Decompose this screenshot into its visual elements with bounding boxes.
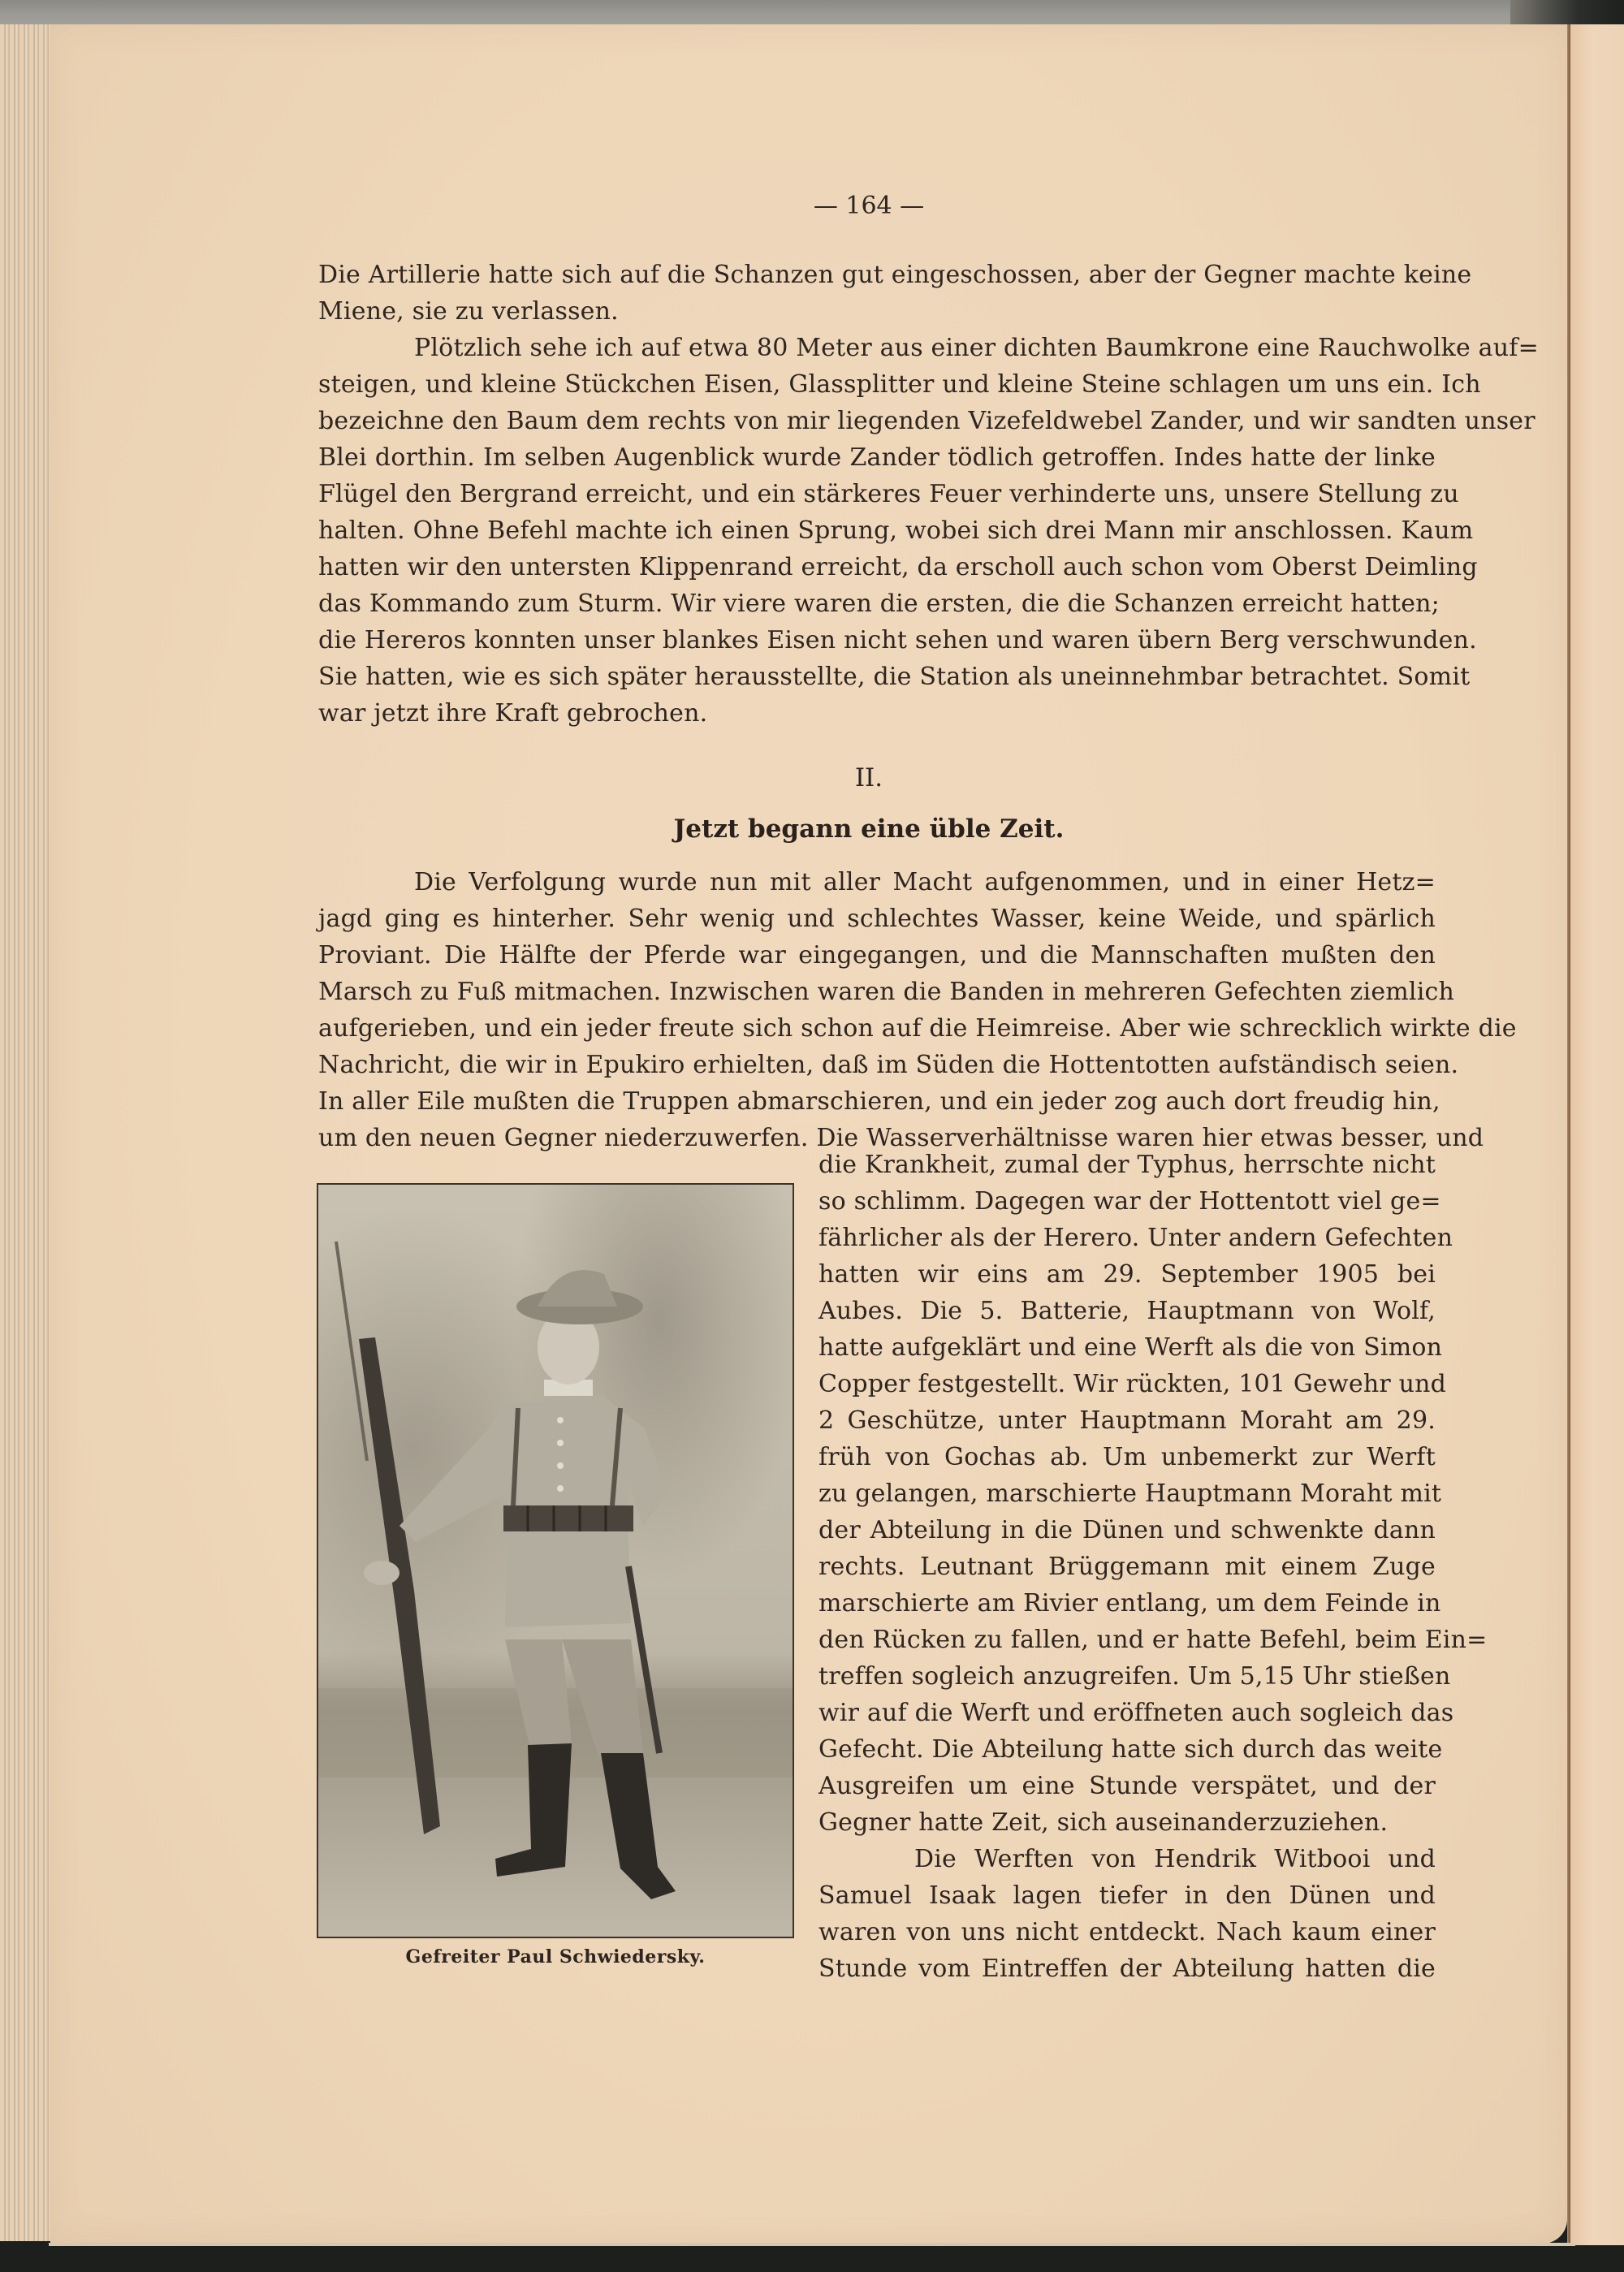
text-line: Copper festgestellt. Wir rückten, 101 Gewehr und [818,1370,1447,1398]
section-heading: Jetzt begann eine üble Zeit. [673,814,1065,844]
text-line: 2 Geschütze, unter Hauptmann Moraht am 29. [818,1406,1436,1435]
text-line: Blei dorthin. Im selben Augenblick wurde Zander tödlich getroffen. Indes hatte der linke [318,443,1436,472]
text-line: Aubes. Die 5. Batterie, Hauptmann von Wolf, [818,1297,1436,1325]
text-line: um den neuen Gegner niederzuwerfen. Die Wasserverhältnisse waren hier etwas besser, und [318,1124,1484,1152]
text-line: Miene, sie zu verlassen. [318,297,619,326]
text-line: früh von Gochas ab. Um unbemerkt zur Werft [818,1443,1436,1471]
facing-page-edge [1570,24,1624,2245]
text-line: die Krankheit, zumal der Typhus, herrschte nicht [818,1151,1436,1179]
text-line: der Abteilung in die Dünen und schwenkte dann [818,1516,1436,1544]
text-line: aufgerieben, und ein jeder freute sich schon auf die Heimreise. Aber wie schrecklich wirkte die [318,1014,1517,1043]
text-line: treffen sogleich anzugreifen. Um 5,15 Uhr stießen [818,1662,1451,1691]
text-line: zu gelangen, marschierte Hauptmann Moraht mit [818,1479,1442,1508]
text-line: fährlicher als der Herero. Unter andern Gefechten [818,1224,1453,1252]
text-line: Plötzlich sehe ich auf etwa 80 Meter aus einer dichten Baumkrone eine Rauchwolke auf= [414,334,1539,362]
book-cover-corner [1510,0,1624,28]
text-line: den Rücken zu fallen, und er hatte Befehl, beim Ein= [818,1626,1488,1654]
text-line: rechts. Leutnant Brüggemann mit einem Zuge [818,1553,1436,1581]
section-numeral: II. [854,763,883,793]
text-line: hatten wir eins am 29. September 1905 bei [818,1260,1436,1289]
book-cover-cloth [0,0,1624,24]
text-line: Die Verfolgung wurde nun mit aller Macht aufgenommen, und in einer Hetz= [414,868,1436,896]
text-line: so schlimm. Dagegen war der Hottentott viel ge= [818,1187,1441,1216]
text-line: wir auf die Werft und eröffneten auch sogleich das [818,1699,1454,1727]
text-line: Proviant. Die Hälfte der Pferde war eingegangen, und die Mannschaften mußten den [318,941,1436,970]
text-line: hatten wir den untersten Klippenrand erreicht, da erscholl auch schon vom Oberst Deimling [318,553,1478,581]
paragraph-block-3 [818,1147,1488,1987]
text-line: Marsch zu Fuß mitmachen. Inzwischen waren die Banden in mehreren Gefechten ziemlich [318,978,1455,1006]
text-line: Gefecht. Die Abteilung hatte sich durch das weite [818,1735,1443,1764]
paragraph-block-1 [318,257,1539,732]
text-line: Samuel Isaak lagen tiefer in den Dünen und [818,1881,1436,1910]
text-line: Sie hatten, wie es sich später herausstellte, die Station als uneinnehmbar betrachtet. Somit [318,663,1471,691]
text-line: steigen, und kleine Stückchen Eisen, Glassplitter und kleine Steine schlagen um uns ein. Ich [318,370,1481,399]
text-line: marschierte am Rivier entlang, um dem Feinde in [818,1589,1441,1618]
soldier-illustration-icon [318,1185,793,1937]
text-line: hatte aufgeklärt und eine Werft als die von Simon [818,1333,1443,1362]
text-line: bezeichne den Baum dem rechts von mir liegenden Vizefeldwebel Zander, und wir sandten unser [318,407,1535,435]
text-line: Die Artillerie hatte sich auf die Schanzen gut eingeschossen, aber der Gegner machte keine [318,261,1472,289]
text-line: Ausgreifen um eine Stunde verspätet, und der [818,1772,1436,1800]
text-line: waren von uns nicht entdeckt. Nach kaum einer [818,1918,1436,1946]
text-line: Flügel den Bergrand erreicht, und ein stärkeres Feuer verhinderte uns, unsere Stellung zu [318,480,1459,508]
figure-caption: Gefreiter Paul Schwiedersky. [405,1946,706,1967]
page-stack-edge [0,24,52,2241]
text-line: In aller Eile mußten die Truppen abmarschieren, und ein jeder zog auch dort freudig hin, [318,1087,1440,1116]
text-line: Stunde vom Eintreffen der Abteilung hatten die [818,1955,1436,1983]
text-line: das Kommando zum Sturm. Wir viere waren die ersten, die die Schanzen erreicht hatten; [318,590,1440,618]
text-line: halten. Ohne Befehl machte ich einen Sprung, wobei sich drei Mann mir anschlossen. Kaum [318,516,1474,545]
page-number: — 164 — [813,192,925,220]
text-line: Die Werften von Hendrik Witbooi und [914,1845,1436,1873]
text-line: die Hereros konnten unser blankes Eisen nicht sehen und waren übern Berg verschwunden. [318,626,1477,654]
soldier-photograph [317,1183,794,1938]
text-line: Gegner hatte Zeit, sich auseinanderzuziehen. [818,1808,1389,1837]
text-line: war jetzt ihre Kraft gebrochen. [318,699,708,728]
text-line: jagd ging es hinterher. Sehr wenig und schlechtes Wasser, keine Weide, und spärlich [318,905,1436,933]
paragraph-block-2 [318,864,1517,1156]
text-line: Nachricht, die wir in Epukiro erhielten, daß im Süden die Hottentotten aufständisch seien. [318,1051,1459,1079]
page-bottom-edge [49,2243,1575,2246]
